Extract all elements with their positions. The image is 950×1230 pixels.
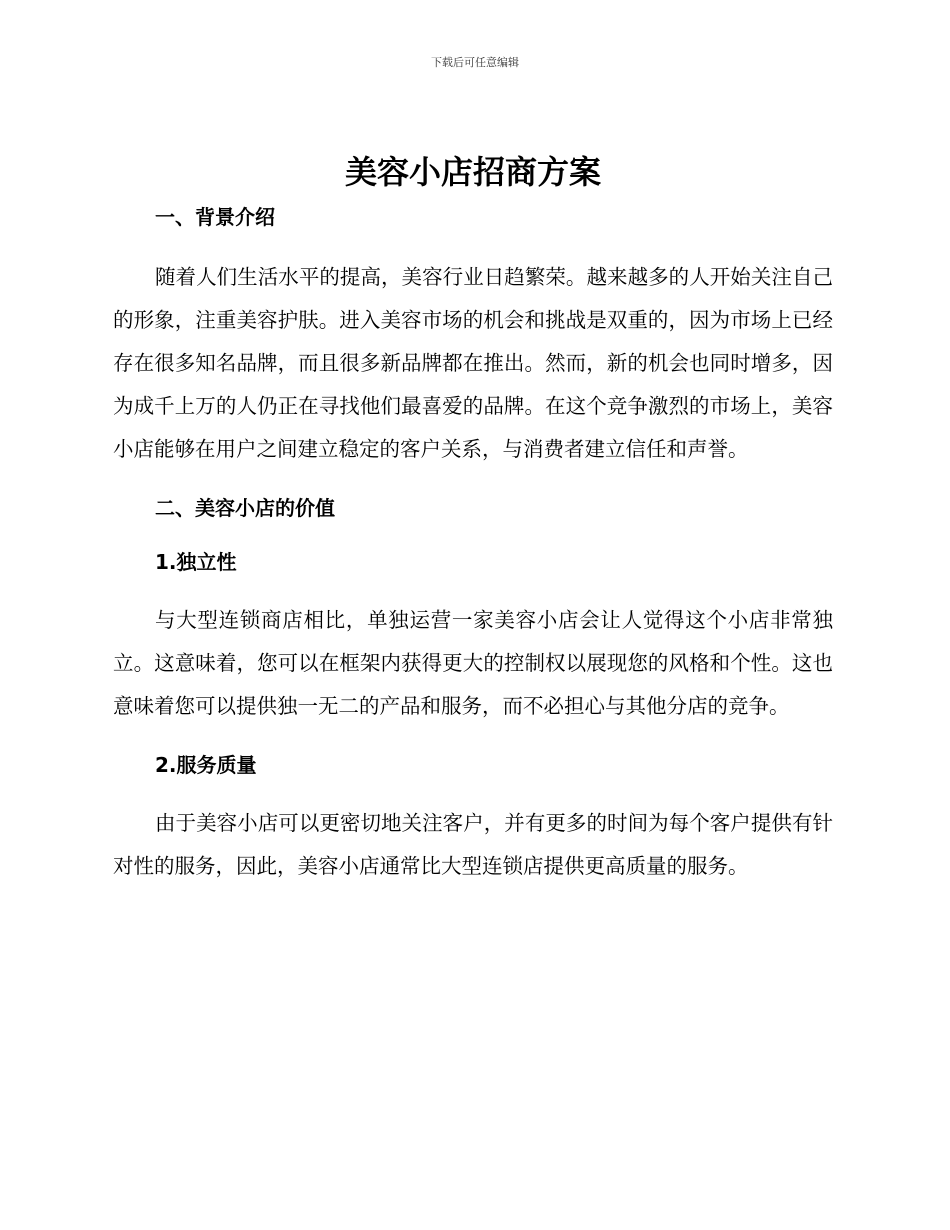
document-title: 美容小店招商方案 (344, 153, 601, 191)
page-header-note: 下载后可任意编辑 (431, 56, 519, 69)
subsection-paragraph-independence: 与大型连锁商店相比，单独运营一家美容小店会让人觉得这个小店非常独立。这意味着，您可以在框架内获得更大的控制权以展现您的风格和个性。这也意味着您可以提供独一无二的产品和服务，而不必担心与其他分店的竞争。 (113, 608, 833, 718)
subsection-paragraph-service-quality: 由于美容小店可以更密切地关注客户，并有更多的时间为每个客户提供有针对性的服务，因此，美容小店通常比大型连锁店提供更高质量的服务。 (113, 811, 833, 878)
section-paragraph-background: 随着人们生活水平的提高，美容行业日趋繁荣。越来越多的人开始关注自己的形象，注重美容护肤。进入美容市场的机会和挑战是双重的，因为市场上已经存在很多知名品牌，而且很多新品牌都在推出。然而，新的机会也同时增多，因为成千上万的人仍正在寻找他们最喜爱的品牌。在这个竞争激烈的市场上，美容小店能够在用户之间建立稳定的客户关系，与消费者建立信任和声誉。 (113, 265, 833, 461)
subsection-heading-independence: 1.独立性 (155, 550, 237, 574)
subsection-heading-service-quality: 2.服务质量 (155, 753, 257, 777)
section-heading-background: 一、背景介绍 (155, 205, 275, 229)
section-heading-value: 二、美容小店的价值 (155, 496, 335, 520)
document-body (113, 148, 833, 888)
